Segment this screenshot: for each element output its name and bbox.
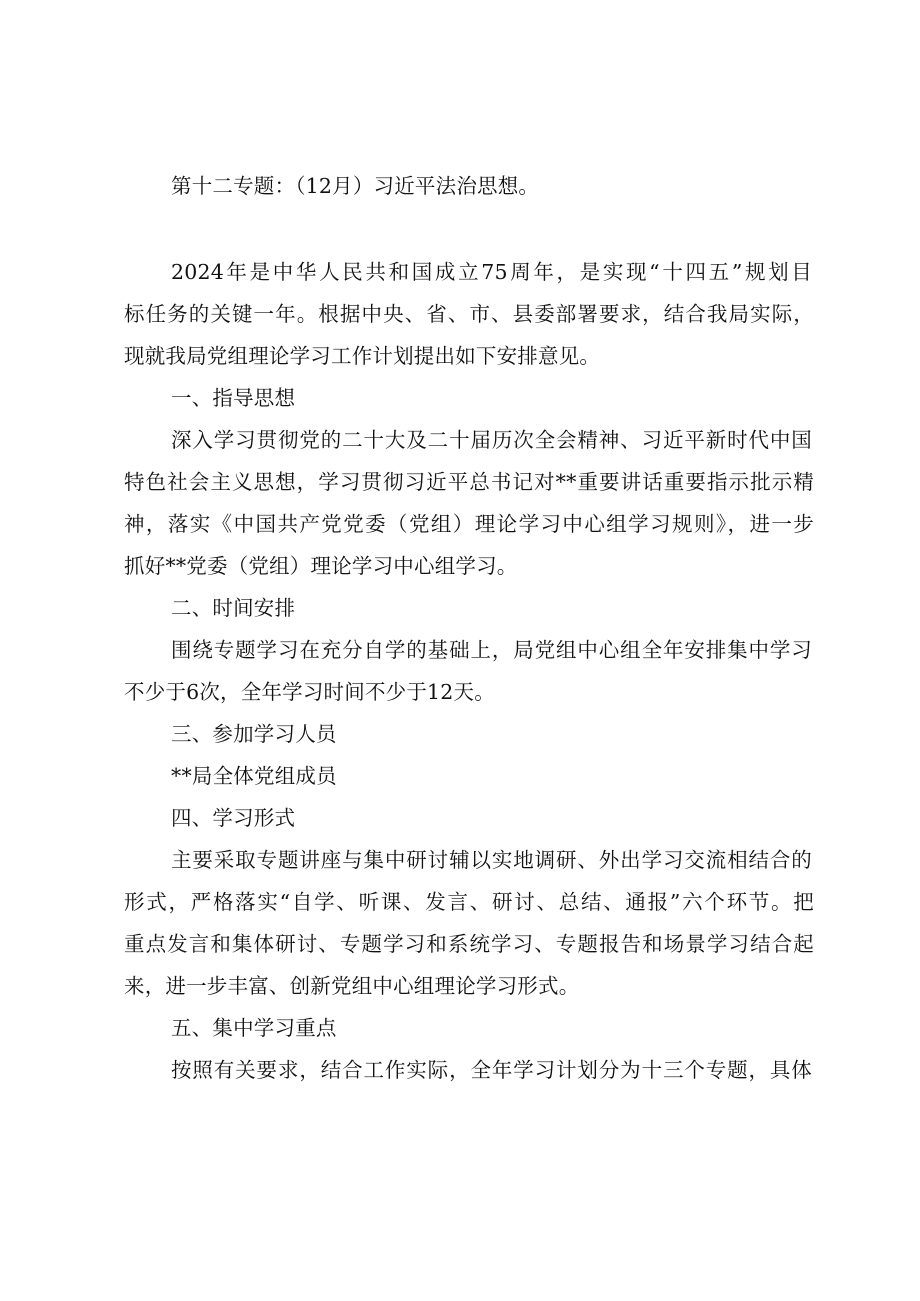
section-heading-3: 三、参加学习人员 — [171, 722, 337, 746]
section-3-line-1: **局全体党组成员 — [171, 764, 337, 788]
section-heading-5: 五、集中学习重点 — [171, 1016, 337, 1040]
intro-line-1: 2024年是中华人民共和国成立75周年，是实现“十四五”规划目 — [171, 260, 812, 284]
section-heading-1: 一、指导思想 — [171, 386, 296, 410]
section-4-line-2: 形式，严格落实“自学、听课、发言、研讨、总结、通报”六个环节。把 — [124, 890, 814, 914]
section-1-line-2: 特色社会主义思想，学习贯彻习近平总书记对**重要讲话重要指示批示精 — [124, 470, 814, 494]
section-4-line-4: 来，进一步丰富、创新党组中心组理论学习形式。 — [124, 974, 580, 998]
section-1-line-4: 抓好**党委（党组）理论学习中心组学习。 — [124, 554, 518, 578]
topic-line: 第十二专题：（12月）习近平法治思想。 — [171, 174, 540, 198]
section-heading-2: 二、时间安排 — [171, 596, 296, 620]
section-1-line-3: 神，落实《中国共产党党委（党组）理论学习中心组学习规则》，进一步 — [124, 512, 814, 536]
section-heading-4: 四、学习形式 — [171, 806, 296, 830]
section-1-line-1: 深入学习贯彻党的二十大及二十届历次全会精神、习近平新时代中国 — [171, 428, 812, 452]
intro-line-2: 标任务的关键一年。根据中央、省、市、县委部署要求，结合我局实际， — [124, 302, 814, 326]
section-4-line-3: 重点发言和集体研讨、专题学习和系统学习、专题报告和场景学习结合起 — [124, 932, 814, 956]
section-4-line-1: 主要采取专题讲座与集中研讨辅以实地调研、外出学习交流相结合的 — [171, 848, 812, 872]
section-2-line-1: 围绕专题学习在充分自学的基础上，局党组中心组全年安排集中学习 — [171, 638, 812, 662]
section-5-line-1: 按照有关要求，结合工作实际，全年学习计划分为十三个专题，具体 — [171, 1058, 812, 1082]
section-2-line-2: 不少于6次，全年学习时间不少于12天。 — [124, 680, 495, 704]
intro-line-3: 现就我局党组理论学习工作计划提出如下安排意见。 — [124, 344, 601, 368]
